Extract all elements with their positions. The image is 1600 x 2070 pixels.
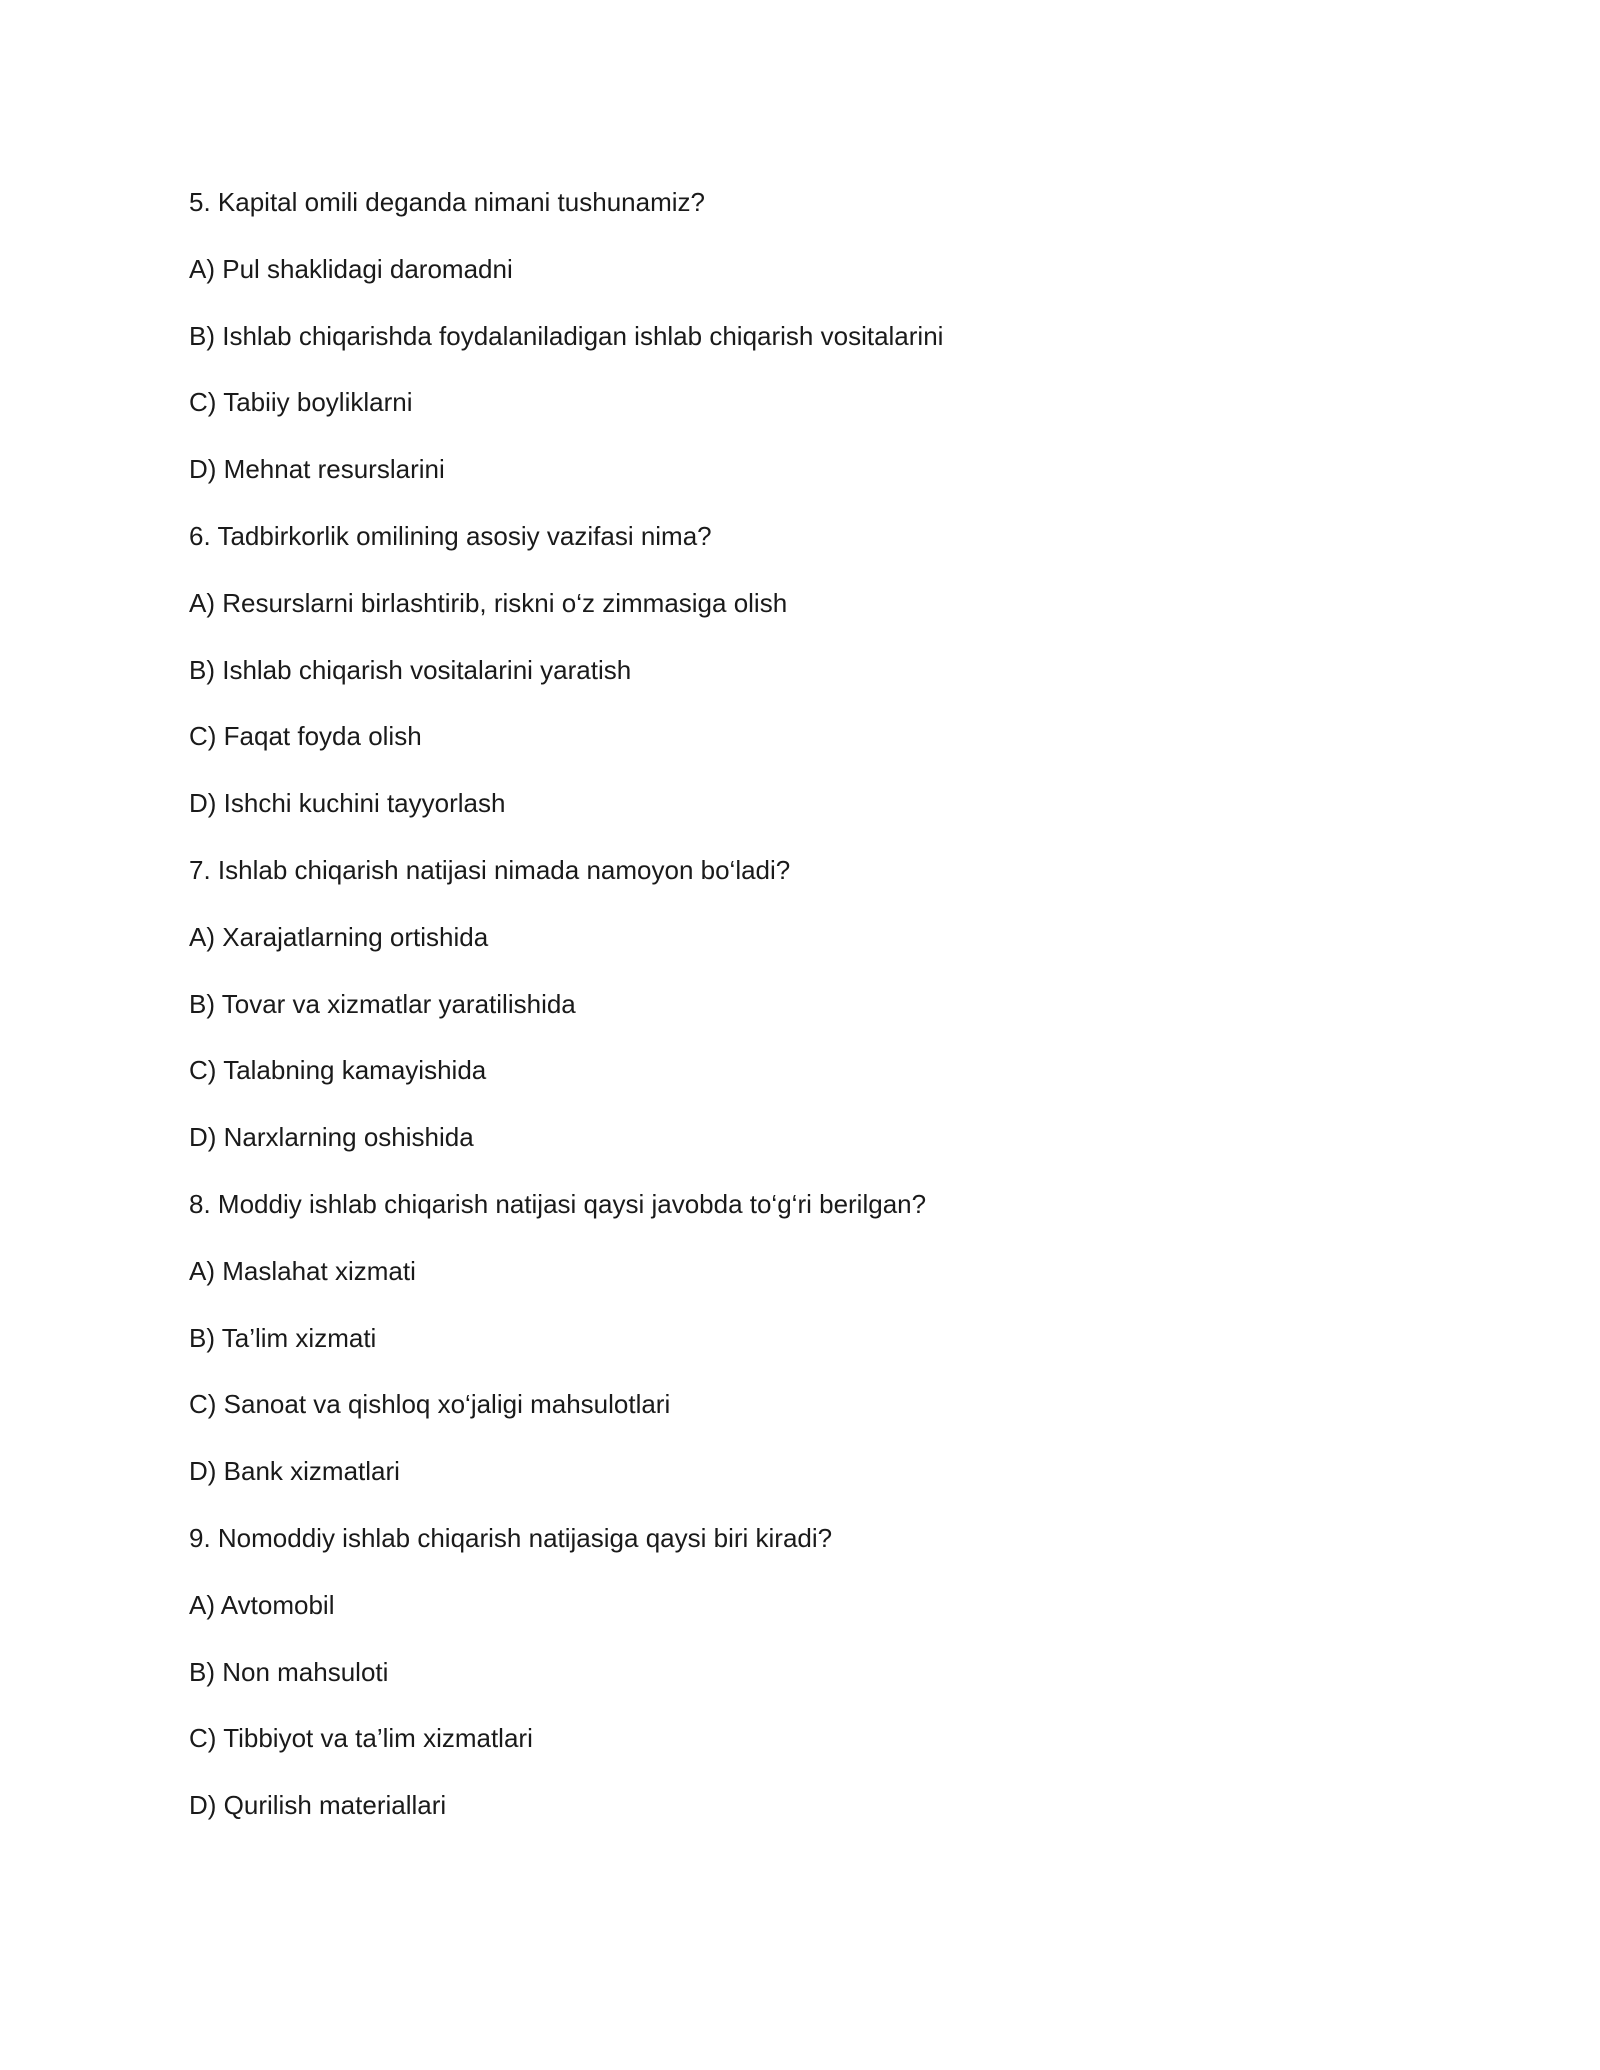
answer-option-b: B) Ishlab chiqarishda foydalaniladigan ishlab chiqarish vositalarini — [189, 320, 944, 351]
quiz-content — [189, 186, 1409, 1856]
question-block-5 — [189, 186, 1409, 485]
answer-option-d: D) Qurilish materiallari — [189, 1790, 447, 1821]
answer-option-c: C) Faqat foyda olish — [189, 721, 422, 752]
question-text: 6. Tadbirkorlik omilining asosiy vazifasi nima? — [189, 520, 712, 551]
question-text: 9. Nomoddiy ishlab chiqarish natijasiga qaysi biri kiradi? — [189, 1522, 833, 1553]
answer-option-b: B) Ishlab chiqarish vositalarini yaratish — [189, 654, 632, 685]
answer-option-a: A) Maslahat xizmati — [189, 1255, 416, 1286]
answer-option-d: D) Mehnat resurslarini — [189, 454, 445, 485]
question-text: 8. Moddiy ishlab chiqarish natijasi qaysi javobda to‘g‘ri berilgan? — [189, 1188, 927, 1219]
question-block-9 — [189, 1522, 1409, 1821]
question-text: 5. Kapital omili deganda nimani tushunamiz? — [189, 187, 705, 217]
answer-option-c: C) Tibbiyot va ta’lim xizmatlari — [189, 1723, 533, 1754]
answer-option-a: A) Avtomobil — [189, 1589, 335, 1620]
answer-option-d: D) Ishchi kuchini tayyorlash — [189, 788, 506, 819]
answer-option-a: A) Resurslarni birlashtirib, riskni o‘z zimmasiga olish — [189, 587, 788, 618]
answer-option-a: A) Xarajatlarning ortishida — [189, 921, 489, 952]
question-text: 7. Ishlab chiqarish natijasi nimada namoyon bo‘ladi? — [189, 854, 791, 885]
answer-option-d: D) Narxlarning oshishida — [189, 1122, 474, 1153]
answer-option-c: C) Tabiiy boyliklarni — [189, 387, 413, 418]
answer-option-b: B) Non mahsuloti — [189, 1656, 389, 1687]
answer-option-b: B) Ta’lim xizmati — [189, 1322, 377, 1353]
question-block-8 — [189, 1188, 1409, 1487]
answer-option-c: C) Sanoat va qishloq xo‘jaligi mahsulotlari — [189, 1389, 671, 1420]
answer-option-c: C) Talabning kamayishida — [189, 1055, 487, 1086]
answer-option-b: B) Tovar va xizmatlar yaratilishida — [189, 988, 576, 1019]
question-block-7 — [189, 854, 1409, 1153]
question-block-6 — [189, 520, 1409, 819]
answer-option-a: A) Pul shaklidagi daromadni — [189, 253, 513, 284]
answer-option-d: D) Bank xizmatlari — [189, 1456, 400, 1487]
